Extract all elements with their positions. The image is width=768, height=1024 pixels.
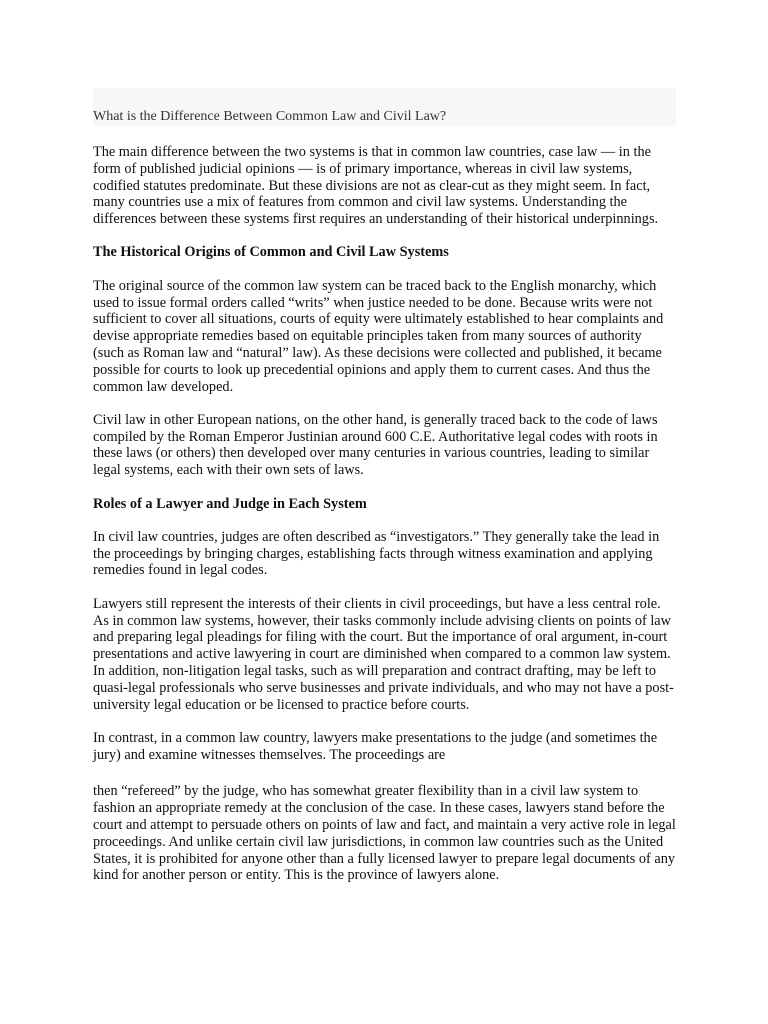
heading-roles: Roles of a Lawyer and Judge in Each System [93, 495, 367, 512]
paragraph-common-law-origin: The original source of the common law system can be traced back to the English monarchy, which used to issue formal orders called “writs” when justice needed to be done. Because writs were not sufficient to cover all situations, courts of equity were ultimately established to hear complaints and devise appropriate remedies based on equitable principles taken from many sources of authority (such as Roman law and “natural” law). As these decisions were collected and published, it became possible for courts to look up precedential opinions and apply them to current cases. And thus the common law developed. [93, 277, 664, 395]
heading-historical-origins: The Historical Origins of Common and Civil Law Systems [93, 244, 449, 261]
document-page [93, 88, 676, 901]
paragraph-common-law-contrast: In contrast, in a common law country, lawyers make presentations to the judge (and sometimes the jury) and examine witnesses themselves. The proceedings are [93, 729, 658, 763]
paragraph-judges-investigators: In civil law countries, judges are often described as “investigators.” They generally take the lead in the proceedings by bringing charges, establishing facts through witness examination and applying remedies found in legal codes. [93, 528, 660, 579]
paragraph-lawyers-civil: Lawyers still represent the interests of their clients in civil proceedings, but have a less central role. As in common law systems, however, their tasks commonly include advising clients on points of law and preparing legal pleadings for filing with the court. But the importance of oral argument, in-court presentations and active lawyering in court are diminished when compared to a common law system. In addition, non-litigation legal tasks, such as will preparation and contract drafting, may be left to quasi-legal professionals who serve businesses and private individuals, and who may not have a post-university legal education or be licensed to practice before courts. [93, 595, 674, 713]
paragraph-intro: The main difference between the two systems is that in common law countries, case law — in the form of published judicial opinions — is of primary importance, whereas in civil law systems, codified statutes predominate. But these divisions are not as clear-cut as they might seem. In fact, many countries use a mix of features from common and civil law systems. Understanding the differences between these systems first requires an understanding of their historical underpinnings. [93, 144, 659, 228]
paragraph-refereed: then “refereed” by the judge, who has somewhat greater flexibility than in a civil law system to fashion an appropriate remedy at the conclusion of the case. In these cases, lawyers stand before the court and attempt to persuade others on points of law and fact, and maintain a very active role in legal proceedings. And unlike certain civil law jurisdictions, in common law countries such as the United States, it is prohibited for anyone other than a fully licensed lawyer to prepare legal documents of any kind for another person or entity. This is the province of lawyers alone. [93, 783, 676, 884]
document-title: What is the Difference Between Common Law and Civil Law? [93, 109, 447, 124]
title-bar [93, 88, 676, 126]
paragraph-civil-law-origin: Civil law in other European nations, on the other hand, is generally traced back to the code of laws compiled by the Roman Emperor Justinian around 600 C.E. Authoritative legal codes with roots in these laws (or others) then developed over many centuries in various countries, leading to similar legal systems, each with their own sets of laws. [93, 411, 658, 479]
